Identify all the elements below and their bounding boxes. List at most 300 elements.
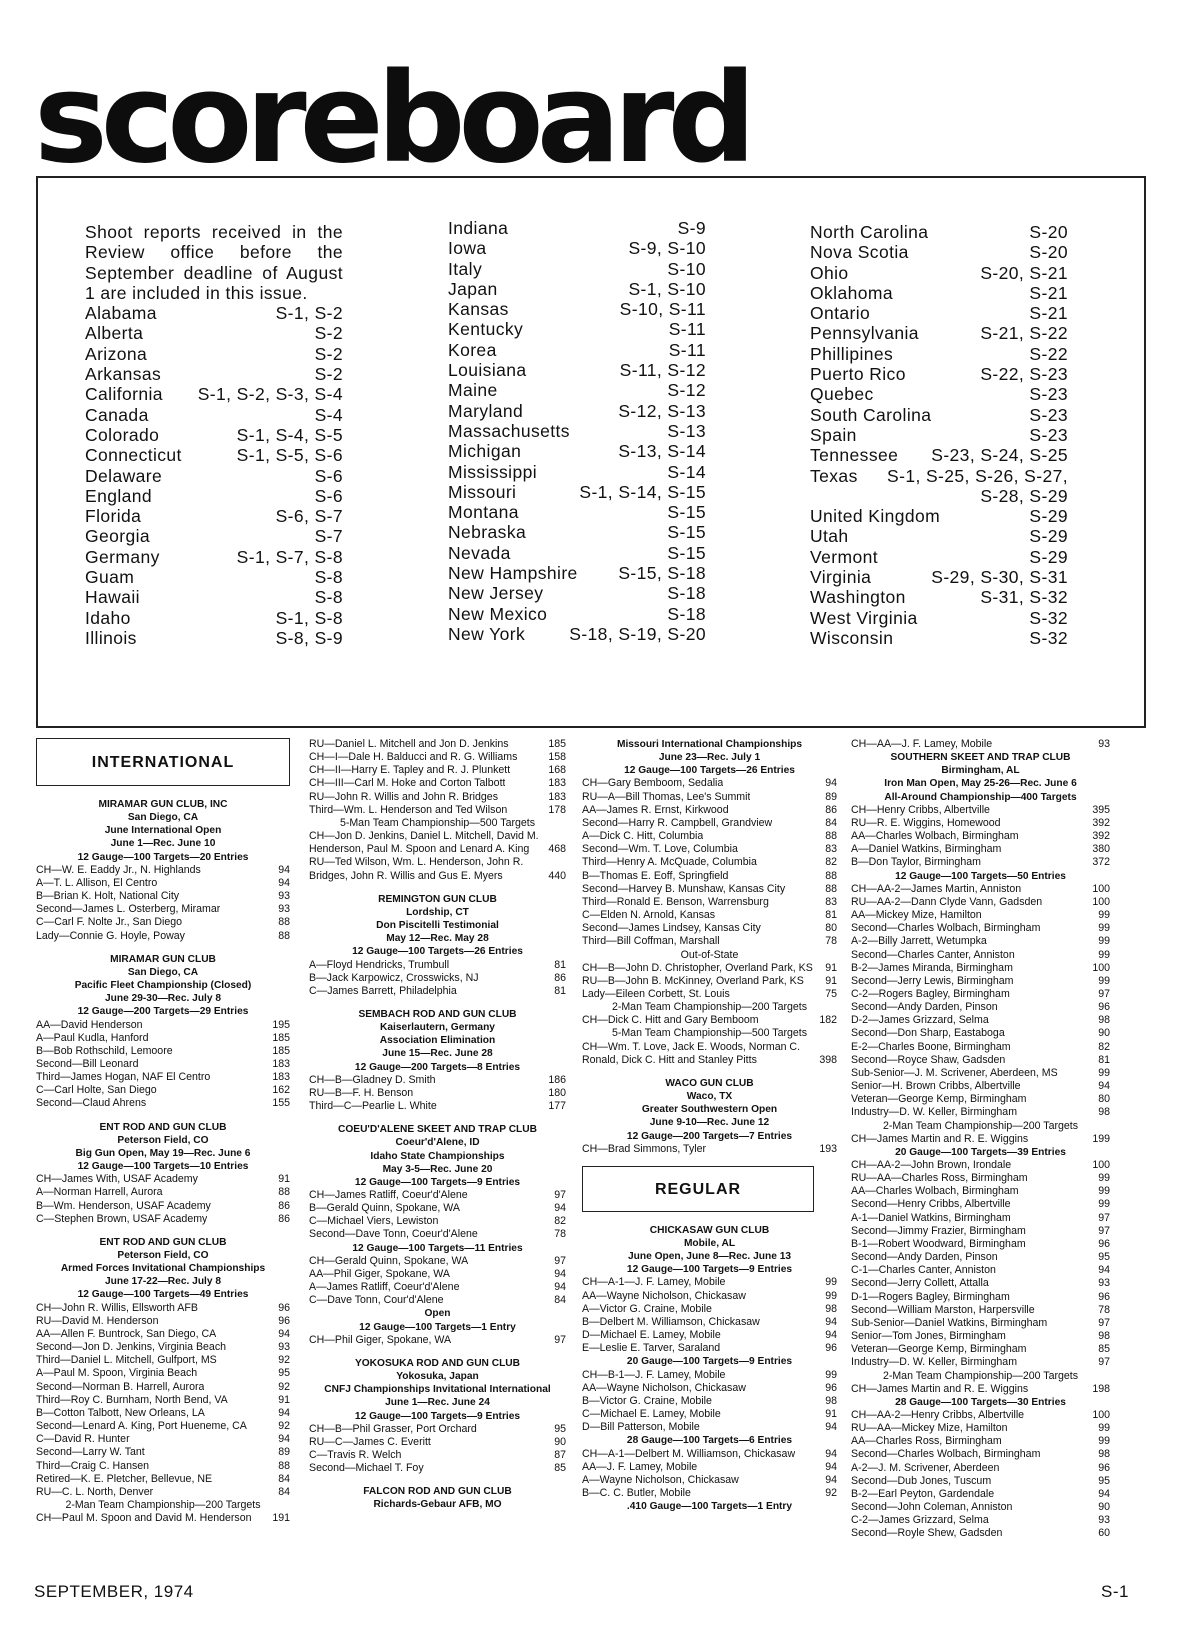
result-row <box>851 1422 1110 1435</box>
index-pages: S-7 <box>314 526 343 547</box>
result-row <box>851 830 1110 843</box>
result-row <box>36 1446 290 1459</box>
results-column-2 <box>309 738 566 1512</box>
club-header <box>582 1077 837 1130</box>
club-header-line: Big Gun Open, May 19—Rec. June 6 <box>75 1147 251 1159</box>
result-row <box>851 843 1110 856</box>
shooter-name: Second—Henry Cribbs, Albertville <box>851 1198 1011 1211</box>
shooter-name: AA—Mickey Mize, Hamilton <box>851 909 982 922</box>
index-pages: S-18 <box>667 603 706 624</box>
index-state: Kentucky <box>448 319 524 340</box>
index-pages: S-21, S-22 <box>980 323 1068 344</box>
index-pages: S-6, S-7 <box>275 506 343 527</box>
result-row <box>36 903 290 916</box>
index-pages: S-18, S-19, S-20 <box>569 623 706 644</box>
shooter-name: Second—Michael T. Foy <box>309 1462 424 1475</box>
result-row <box>36 1097 290 1110</box>
index-pages: S-32 <box>1029 607 1068 628</box>
result-row <box>36 1315 290 1328</box>
index-state: Mississippi <box>448 461 537 482</box>
index-state: Pennsylvania <box>810 323 919 344</box>
result-row <box>851 1409 1110 1422</box>
shooter-score: 94 <box>825 1421 837 1434</box>
index-row <box>448 522 706 542</box>
index-row <box>85 384 343 404</box>
shooter-score: 93 <box>1098 738 1110 750</box>
index-pages: S-29 <box>1029 546 1068 567</box>
shooter-score: 99 <box>1098 935 1110 948</box>
shooter-score: 86 <box>278 1212 290 1225</box>
index-pages: S-12, S-13 <box>618 400 706 421</box>
shooter-score: 94 <box>1098 1487 1110 1500</box>
index-pages: S-23, S-24, S-25 <box>931 445 1068 466</box>
shooter-score: 180 <box>548 1086 566 1099</box>
shooter-name: AA—Charles Ross, Birmingham <box>851 1435 1002 1448</box>
result-row <box>851 1514 1110 1527</box>
shooter-name: C—Elden N. Arnold, Kansas <box>582 909 716 922</box>
shooter-name: RU—John R. Willis and John R. Bridges <box>309 790 498 803</box>
club-header <box>36 953 290 1006</box>
index-row <box>810 628 1068 648</box>
shooter-name: Third—Henry A. McQuade, Columbia <box>582 856 757 869</box>
club-header-line: Lordship, CT <box>406 906 469 918</box>
shooter-name: D-1—Rogers Bagley, Birmingham <box>851 1290 1010 1303</box>
shooter-name: CH—John R. Willis, Ellsworth AFB <box>36 1301 198 1314</box>
shooter-name: Lady—Eileen Corbett, St. Louis <box>582 987 730 1000</box>
result-row <box>851 804 1110 817</box>
shooter-score: 94 <box>1098 1080 1110 1093</box>
shooter-name: Third—Ronald E. Benson, Warrensburg <box>582 895 769 908</box>
shooter-name: B—Don Taylor, Birmingham <box>851 856 981 869</box>
shooter-score: 94 <box>825 1447 837 1460</box>
index-pages: S-1, S-5, S-6 <box>236 445 343 466</box>
results-column-4 <box>851 738 1110 1541</box>
index-pages: S-1, S-10 <box>628 278 706 299</box>
club-header-line: June 1—Rec. June 24 <box>385 1397 490 1409</box>
club-header-line: Armed Forces Invitational Championships <box>60 1263 266 1275</box>
club-header <box>309 1008 566 1061</box>
index-pages: S-23 <box>1029 404 1068 425</box>
shooter-name: CH—Dick C. Hitt and Gary Bemboom <box>582 1014 759 1027</box>
shooter-name: Senior—Tom Jones, Birmingham <box>851 1330 1006 1343</box>
shooter-score: 96 <box>278 1301 290 1314</box>
result-row <box>851 1475 1110 1488</box>
result-row <box>309 1462 566 1475</box>
event-heading: 12 Gauge—100 Targets—1 Entry <box>359 1321 516 1333</box>
shooter-name: Second—Charles Wolbach, Birmingham <box>851 1448 1041 1461</box>
event-heading: 12 Gauge—200 Targets—8 Entries <box>354 1061 521 1073</box>
index-column-1 <box>85 222 343 648</box>
shooter-score: 94 <box>278 1433 290 1446</box>
result-row <box>582 975 837 988</box>
result-row <box>36 1213 290 1226</box>
shooter-name: AA—Phil Giger, Spokane, WA <box>309 1267 450 1280</box>
club-header-line: Kaiserlautern, Germany <box>380 1022 495 1034</box>
shooter-score: 80 <box>825 922 837 935</box>
club-header-line: May 3-5—Rec. June 20 <box>382 1163 493 1175</box>
result-row <box>36 1512 290 1525</box>
club-header-line: SOUTHERN SKEET AND TRAP CLUB <box>890 752 1071 764</box>
club-header-line: Greater Southwestern Open <box>641 1104 778 1116</box>
shooter-name: B—Victor G. Craine, Mobile <box>582 1394 712 1407</box>
index-state: New Hampshire <box>448 563 578 584</box>
index-state: Phillipines <box>810 343 894 364</box>
club-header-line: San Diego, CA <box>127 812 199 824</box>
result-row <box>36 1394 290 1407</box>
shooter-name: A—James Ratliff, Coeur'd'Alene <box>309 1281 460 1294</box>
shooter-name: C—Stephen Brown, USAF Academy <box>36 1212 208 1225</box>
result-row <box>582 830 837 843</box>
shooter-score: 97 <box>554 1254 566 1267</box>
shooter-score: 94 <box>554 1281 566 1294</box>
index-state: Illinois <box>85 627 137 648</box>
result-row <box>851 988 1110 1001</box>
result-row <box>309 959 566 972</box>
index-row <box>448 604 706 624</box>
shooter-name: Second—Charles Canter, Anniston <box>851 948 1015 961</box>
index-row <box>810 567 1068 587</box>
shooter-score: 94 <box>278 1406 290 1419</box>
club-header-line: Mobile, AL <box>683 1238 736 1249</box>
index-pages: S-9 <box>677 218 706 238</box>
shooter-name: A-2—Billy Jarrett, Wetumpka <box>851 935 987 948</box>
index-state: Kansas <box>448 299 509 320</box>
club-header-line: Coeur'd'Alene, ID <box>395 1137 480 1149</box>
result-row <box>582 1014 837 1027</box>
shooter-name: B—Gerald Quinn, Spokane, WA <box>309 1202 460 1215</box>
event-heading: 12 Gauge—200 Targets—29 Entries <box>77 1006 249 1018</box>
index-state: Spain <box>810 424 857 445</box>
result-row <box>309 764 566 777</box>
shooter-name: A—T. L. Allison, El Centro <box>36 876 158 889</box>
club-header <box>851 751 1110 804</box>
index-state: Vermont <box>810 546 878 567</box>
shooter-name: CH—II—Harry E. Tapley and R. J. Plunkett <box>309 764 511 777</box>
club-header-line: Peterson Field, CO <box>117 1250 209 1261</box>
result-row <box>36 1019 290 1032</box>
index-row <box>810 405 1068 425</box>
result-row <box>582 1461 837 1474</box>
event-heading: 28 Gauge—100 Targets—6 Entries <box>626 1435 793 1447</box>
result-row <box>309 972 566 985</box>
index-state: Puerto Rico <box>810 364 906 385</box>
result-row <box>582 922 837 935</box>
result-row <box>36 1173 290 1186</box>
shooter-name: B—Thomas E. Eoff, Springfield <box>582 869 729 882</box>
club-header <box>309 1485 566 1511</box>
shooter-score: 94 <box>825 777 837 790</box>
club-header-line: REMINGTON GUN CLUB <box>378 893 497 905</box>
shooter-score: 87 <box>554 1448 566 1461</box>
shooter-name: CH—AA-2—James Martin, Anniston <box>851 882 1022 895</box>
state-index-box <box>36 176 1146 728</box>
index-state: Tennessee <box>810 445 899 466</box>
index-row <box>448 218 706 238</box>
result-row <box>851 1264 1110 1277</box>
shooter-score: 97 <box>1098 1224 1110 1237</box>
shooter-score: 183 <box>272 1057 290 1070</box>
index-pages: S-15, S-18 <box>618 563 706 584</box>
index-row <box>448 543 706 563</box>
index-state: Missouri <box>448 481 517 502</box>
shooter-name: Second—Jerry Lewis, Birmingham <box>851 974 1014 987</box>
result-row <box>851 1093 1110 1106</box>
shooter-score: 392 <box>1092 830 1110 843</box>
result-row <box>36 1460 290 1473</box>
shooter-score: 100 <box>1092 1408 1110 1421</box>
shooter-score: 96 <box>1098 1237 1110 1250</box>
club-header-line: FALCON ROD AND GUN CLUB <box>363 1486 512 1498</box>
shooter-name: CH—AA-2—John Brown, Irondale <box>851 1159 1012 1171</box>
shooter-score: 99 <box>825 1289 837 1302</box>
index-state: Texas <box>810 465 858 486</box>
index-state: Nebraska <box>448 522 527 543</box>
index-row <box>810 283 1068 303</box>
shooter-name: Sub-Senior—J. M. Scrivener, Aberdeen, MS <box>851 1066 1058 1079</box>
club-header-line: WACO GUN CLUB <box>665 1077 754 1089</box>
shooter-name: RU—AA-2—Dann Clyde Vann, Gadsden <box>851 895 1043 908</box>
event-heading: 5-Man Team Championship—500 Targets <box>339 816 536 829</box>
team-score: 398 <box>819 1053 837 1066</box>
index-row <box>810 506 1068 526</box>
shooter-name: B-2—James Miranda, Birmingham <box>851 961 1013 974</box>
result-row <box>851 935 1110 948</box>
index-state: Indiana <box>448 218 509 238</box>
section-heading-international: INTERNATIONAL <box>36 738 290 786</box>
shooter-score: 392 <box>1092 816 1110 829</box>
shooter-score: 99 <box>1098 1422 1110 1435</box>
result-row <box>36 877 290 890</box>
index-state: Japan <box>448 278 498 299</box>
shooter-name: RU—Daniel L. Mitchell and Jon D. Jenkins <box>309 738 509 750</box>
shooter-name: A—Daniel Watkins, Birmingham <box>851 843 1002 856</box>
shooter-name: Third—C—Pearlie L. White <box>309 1100 437 1113</box>
index-state: Utah <box>810 526 849 547</box>
result-row <box>309 791 566 804</box>
shooter-name: RU—B—F. H. Benson <box>309 1086 414 1099</box>
result-row <box>851 1356 1110 1369</box>
index-pages: S-29, S-30, S-31 <box>931 567 1068 588</box>
shooter-name: A—Norman Harrell, Aurora <box>36 1186 163 1199</box>
index-row <box>448 380 706 400</box>
result-row <box>36 1186 290 1199</box>
index-pages: S-1, S-2, S-3, S-4 <box>197 384 343 405</box>
index-state: Washington <box>810 587 906 608</box>
club-header-line: COEU'D'ALENE SKEET AND TRAP CLUB <box>338 1124 537 1136</box>
index-state: Korea <box>448 339 497 360</box>
club-header-line: YOKOSUKA ROD AND GUN CLUB <box>354 1357 521 1369</box>
club-header <box>309 1123 566 1176</box>
result-row <box>851 1251 1110 1264</box>
shooter-score: 81 <box>825 909 837 922</box>
shooter-score: 75 <box>825 987 837 1000</box>
event-heading: Out-of-State <box>680 948 739 961</box>
shooter-name: AA—J. F. Lamey, Mobile <box>582 1460 698 1473</box>
result-row <box>851 1383 1110 1396</box>
shooter-name: C—David R. Hunter <box>36 1433 130 1446</box>
result-row <box>309 738 566 751</box>
index-row <box>448 340 706 360</box>
index-row <box>85 567 343 587</box>
result-row <box>582 843 837 856</box>
shooter-name: D—Michael E. Lamey, Mobile <box>582 1329 721 1342</box>
shooter-name: CH—Phil Giger, Spokane, WA <box>309 1333 452 1346</box>
shooter-score: 78 <box>554 1228 566 1241</box>
shooter-score: 186 <box>548 1073 566 1086</box>
index-row <box>85 344 343 364</box>
shooter-score: 88 <box>278 929 290 942</box>
result-row <box>851 1133 1110 1146</box>
shooter-name: B—Jack Karpowicz, Crosswicks, NJ <box>309 971 479 984</box>
index-pages: S-22 <box>1029 343 1068 364</box>
index-pages: S-11, S-12 <box>619 360 706 381</box>
result-row <box>851 962 1110 975</box>
result-row <box>309 1100 566 1113</box>
shooter-name: Second—Andy Darden, Pinson <box>851 1001 998 1014</box>
index-state: Virginia <box>810 567 872 588</box>
shooter-name: Senior—H. Brown Cribbs, Albertville <box>851 1080 1021 1093</box>
shooter-score: 97 <box>554 1333 566 1346</box>
shooter-name: Second—Harvey B. Munshaw, Kansas City <box>582 882 786 895</box>
shooter-name: C—Carl Holte, San Diego <box>36 1084 157 1097</box>
index-state: Oklahoma <box>810 282 893 303</box>
result-row <box>851 1501 1110 1514</box>
index-state: North Carolina <box>810 222 929 242</box>
result-row <box>582 1276 837 1289</box>
index-state: Massachusetts <box>448 420 570 441</box>
event-heading: 12 Gauge—100 Targets—20 Entries <box>77 851 249 863</box>
shooter-score: 100 <box>1092 1159 1110 1171</box>
result-row <box>582 804 837 817</box>
result-row <box>582 1487 837 1500</box>
shooter-name: C—Carl F. Nolte Jr., San Diego <box>36 916 183 929</box>
result-row <box>309 777 566 790</box>
index-pages: S-11 <box>668 339 706 360</box>
shooter-name: Second—James Lindsey, Kansas City <box>582 922 761 935</box>
shooter-score: 90 <box>1098 1501 1110 1514</box>
shooter-name: Second—Jimmy Frazier, Birmingham <box>851 1224 1026 1237</box>
result-row <box>851 1448 1110 1461</box>
result-row <box>36 1302 290 1315</box>
shooter-score: 81 <box>1098 1053 1110 1066</box>
result-row <box>36 1045 290 1058</box>
shooter-score: 96 <box>1098 1461 1110 1474</box>
index-pages: S-9, S-10 <box>628 238 706 259</box>
shooter-name: Retired—K. E. Pletcher, Bellevue, NE <box>36 1472 213 1485</box>
result-row <box>582 1342 837 1355</box>
index-pages: S-15 <box>667 542 706 563</box>
shooter-name: RU—R. E. Wiggins, Homewood <box>851 816 1001 829</box>
index-row <box>448 259 706 279</box>
index-state: Colorado <box>85 424 160 445</box>
result-row <box>36 1486 290 1499</box>
shooter-name: Lady—Connie G. Hoyle, Poway <box>36 929 185 942</box>
shooter-name: CH—James Martin and R. E. Wiggins <box>851 1382 1029 1395</box>
shooter-name: Third—Craig C. Hansen <box>36 1459 150 1472</box>
club-header <box>36 798 290 851</box>
shooter-score: 99 <box>1098 1185 1110 1198</box>
result-row <box>851 1001 1110 1014</box>
index-row <box>810 222 1068 242</box>
index-row <box>85 526 343 546</box>
index-state: South Carolina <box>810 404 932 425</box>
club-header-line: CHICKASAW GUN CLUB <box>649 1224 770 1236</box>
index-row <box>810 547 1068 567</box>
shooter-name: C—Dave Tonn, Cour'd'Alene <box>309 1294 444 1307</box>
result-row <box>36 1354 290 1367</box>
result-row <box>36 1407 290 1420</box>
shooter-name: Second—Don Sharp, Eastaboga <box>851 1027 1005 1040</box>
result-row <box>851 1054 1110 1067</box>
result-row <box>36 1058 290 1071</box>
shooter-name: AA—Wayne Nicholson, Chickasaw <box>582 1289 746 1302</box>
index-pages: S-6 <box>314 465 343 486</box>
index-pages: S-4 <box>314 404 343 425</box>
shooter-name: Second—Norman B. Harrell, Aurora <box>36 1380 205 1393</box>
result-row <box>309 1334 566 1347</box>
result-row <box>36 1420 290 1433</box>
club-header-line: June 15—Rec. June 28 <box>382 1048 493 1060</box>
event-heading: .410 Gauge—100 Targets—1 Entry <box>626 1501 793 1513</box>
shooter-score: 198 <box>1092 1382 1110 1395</box>
index-pages: S-11 <box>668 319 706 340</box>
result-row <box>851 883 1110 896</box>
shooter-score: 83 <box>825 895 837 908</box>
result-row <box>851 949 1110 962</box>
shooter-score: 84 <box>278 1472 290 1485</box>
shooter-name: Third—Roy C. Burnham, North Bend, VA <box>36 1393 228 1406</box>
index-row <box>448 583 706 603</box>
index-column-3 <box>810 222 1068 648</box>
shooter-score: 92 <box>825 1486 837 1499</box>
index-row <box>810 526 1068 546</box>
club-header-line: June International Open <box>104 825 222 837</box>
shooter-name: C-1—Charles Canter, Anniston <box>851 1264 996 1277</box>
club-header-line: Pacific Fleet Championship (Closed) <box>74 980 252 992</box>
club-header-line: Waco, TX <box>686 1091 733 1103</box>
shooter-name: CH—Henry Cribbs, Albertville <box>851 803 990 816</box>
result-row <box>582 988 837 1001</box>
result-row <box>851 817 1110 830</box>
shooter-name: Second—Lenard A. King, Port Hueneme, CA <box>36 1420 247 1433</box>
shooter-score: 93 <box>1098 1277 1110 1290</box>
event-heading: 20 Gauge—100 Targets—39 Entries <box>895 1146 1066 1158</box>
club-header-line: SEMBACH ROD AND GUN CLUB <box>358 1008 517 1020</box>
index-state: Idaho <box>85 607 131 628</box>
shooter-score: 95 <box>554 1422 566 1435</box>
result-row <box>582 1329 837 1342</box>
shooter-score: 183 <box>548 790 566 803</box>
shooter-name: B-1—Robert Woodward, Birmingham <box>851 1237 1026 1250</box>
index-pages: S-1, S-14, S-15 <box>579 481 706 502</box>
index-row <box>85 445 343 465</box>
index-row <box>448 563 706 583</box>
result-row <box>309 985 566 998</box>
result-row <box>851 1080 1110 1093</box>
shooter-score: 94 <box>278 876 290 889</box>
shooter-name: CH—Gerald Quinn, Spokane, WA <box>309 1254 469 1267</box>
shooter-name: RU—A—Bill Thomas, Lee's Summit <box>582 790 751 803</box>
shooter-name: C-2—Rogers Bagley, Birmingham <box>851 987 1010 1000</box>
result-row <box>851 1435 1110 1448</box>
shooter-name: A—Victor G. Craine, Mobile <box>582 1302 712 1315</box>
index-row <box>810 486 1068 506</box>
result-row <box>582 1143 837 1156</box>
index-state: Italy <box>448 258 483 279</box>
shooter-name: RU—AA—Mickey Mize, Hamilton <box>851 1422 1008 1435</box>
shooter-name: E-2—Charles Boone, Birmingham <box>851 1040 1011 1053</box>
index-row <box>85 506 343 526</box>
